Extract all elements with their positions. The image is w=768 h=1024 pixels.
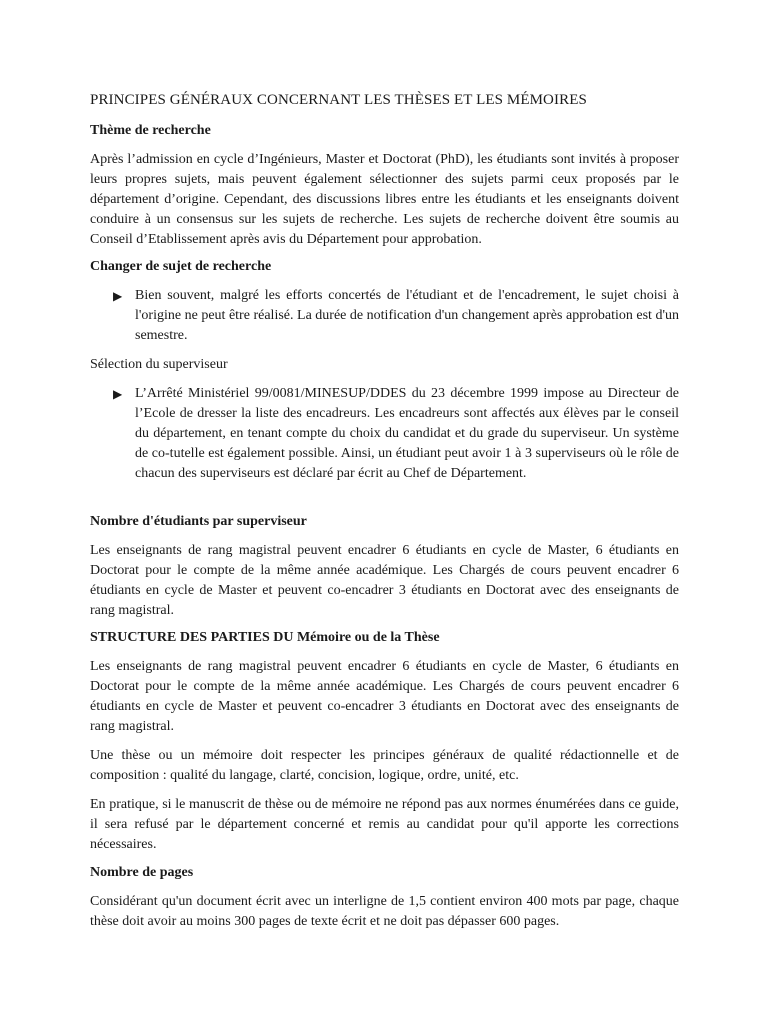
paragraph-theme: Après l’admission en cycle d’Ingénieurs, Master et Doctorat (PhD), les étudiants sont invités à proposer leurs propres sujets, mais peuvent également sélectionner des sujets parmi ceux proposés par le département d’origine. Cependant, des discussions libres entre les étudiants et les enseignants doivent conduire à un consensus sur les sujets de recherche. Les sujets de recherche doivent être soumis au Conseil d’Etablissement après avis du Département pour approbation. xyxy=(90,152,679,247)
heading-structure-part1: STRUCTURE DES PARTIES DU xyxy=(90,630,297,645)
bullet-text-change-subject: Bien souvent, malgré les efforts concertés de l'étudiant et de l'encadrement, le sujet choisi à l'origine ne peut être réalisé. La durée de notification d'un changement après approbation est d'un semestre. xyxy=(135,288,679,343)
heading-supervisor-selection: Sélection du superviseur xyxy=(90,357,228,372)
heading-students-per-supervisor: Nombre d'étudiants par superviseur xyxy=(90,514,307,529)
heading-theme: Thème de recherche xyxy=(90,123,211,138)
heading-structure-part2: Mémoire ou de la Thèse xyxy=(296,630,440,645)
paragraph-structure-2: Une thèse ou un mémoire doit respecter les principes généraux de qualité rédactionnelle et de composition : qualité du langage, clarté, concision, logique, ordre, unité, etc. xyxy=(90,748,679,783)
heading-structure xyxy=(90,630,440,646)
heading-page-count: Nombre de pages xyxy=(90,865,194,880)
paragraph-page-count: Considérant qu'un document écrit avec un interligne de 1,5 contient environ 400 mots par page, chaque thèse doit avoir au moins 300 pages de texte écrit et ne doit pas dépasser 600 pages. xyxy=(90,894,679,929)
bullet-arrow-icon: ▶ xyxy=(113,387,123,401)
bullet-text-supervisor-selection: L’Arrêté Ministériel 99/0081/MINESUP/DDES du 23 décembre 1999 impose au Directeur de l’Ecole de dresser la liste des encadreurs. Les encadreurs sont affectés aux élèves par le conseil du département, en tenant compte du choix du candidat et du grade du superviseur. Un système de co-tutelle est également possible. Ainsi, un étudiant peut avoir 1 à 3 superviseurs où le rôle de chacun des superviseurs est déclaré par écrit au Chef de Département. xyxy=(135,386,679,481)
paragraph-students-per-supervisor: Les enseignants de rang magistral peuvent encadrer 6 étudiants en cycle de Master, 6 étudiants en Doctorat pour le compte de la même année académique. Les Chargés de cours peuvent encadrer 6 étudiants en cycle de Master et peuvent co-encadrer 3 étudiants en Doctorat avec des enseignants de rang magistral. xyxy=(90,543,679,618)
paragraph-structure-3: En pratique, si le manuscrit de thèse ou de mémoire ne répond pas aux normes énumérées dans ce guide, il sera refusé par le département concerné et remis au candidat pour qu'il apporte les corrections nécessaires. xyxy=(90,797,679,852)
bullet-arrow-icon: ▶ xyxy=(113,289,123,303)
heading-change-subject: Changer de sujet de recherche xyxy=(90,259,272,274)
paragraph-structure-1: Les enseignants de rang magistral peuvent encadrer 6 étudiants en cycle de Master, 6 étudiants en Doctorat pour le compte de la même année académique. Les Chargés de cours peuvent encadrer 6 étudiants en cycle de Master et peuvent co-encadrer 3 étudiants en Doctorat avec des enseignants de rang magistral. xyxy=(90,659,679,734)
page-title: PRINCIPES GÉNÉRAUX CONCERNANT LES THÈSES ET LES MÉMOIRES xyxy=(90,92,587,108)
